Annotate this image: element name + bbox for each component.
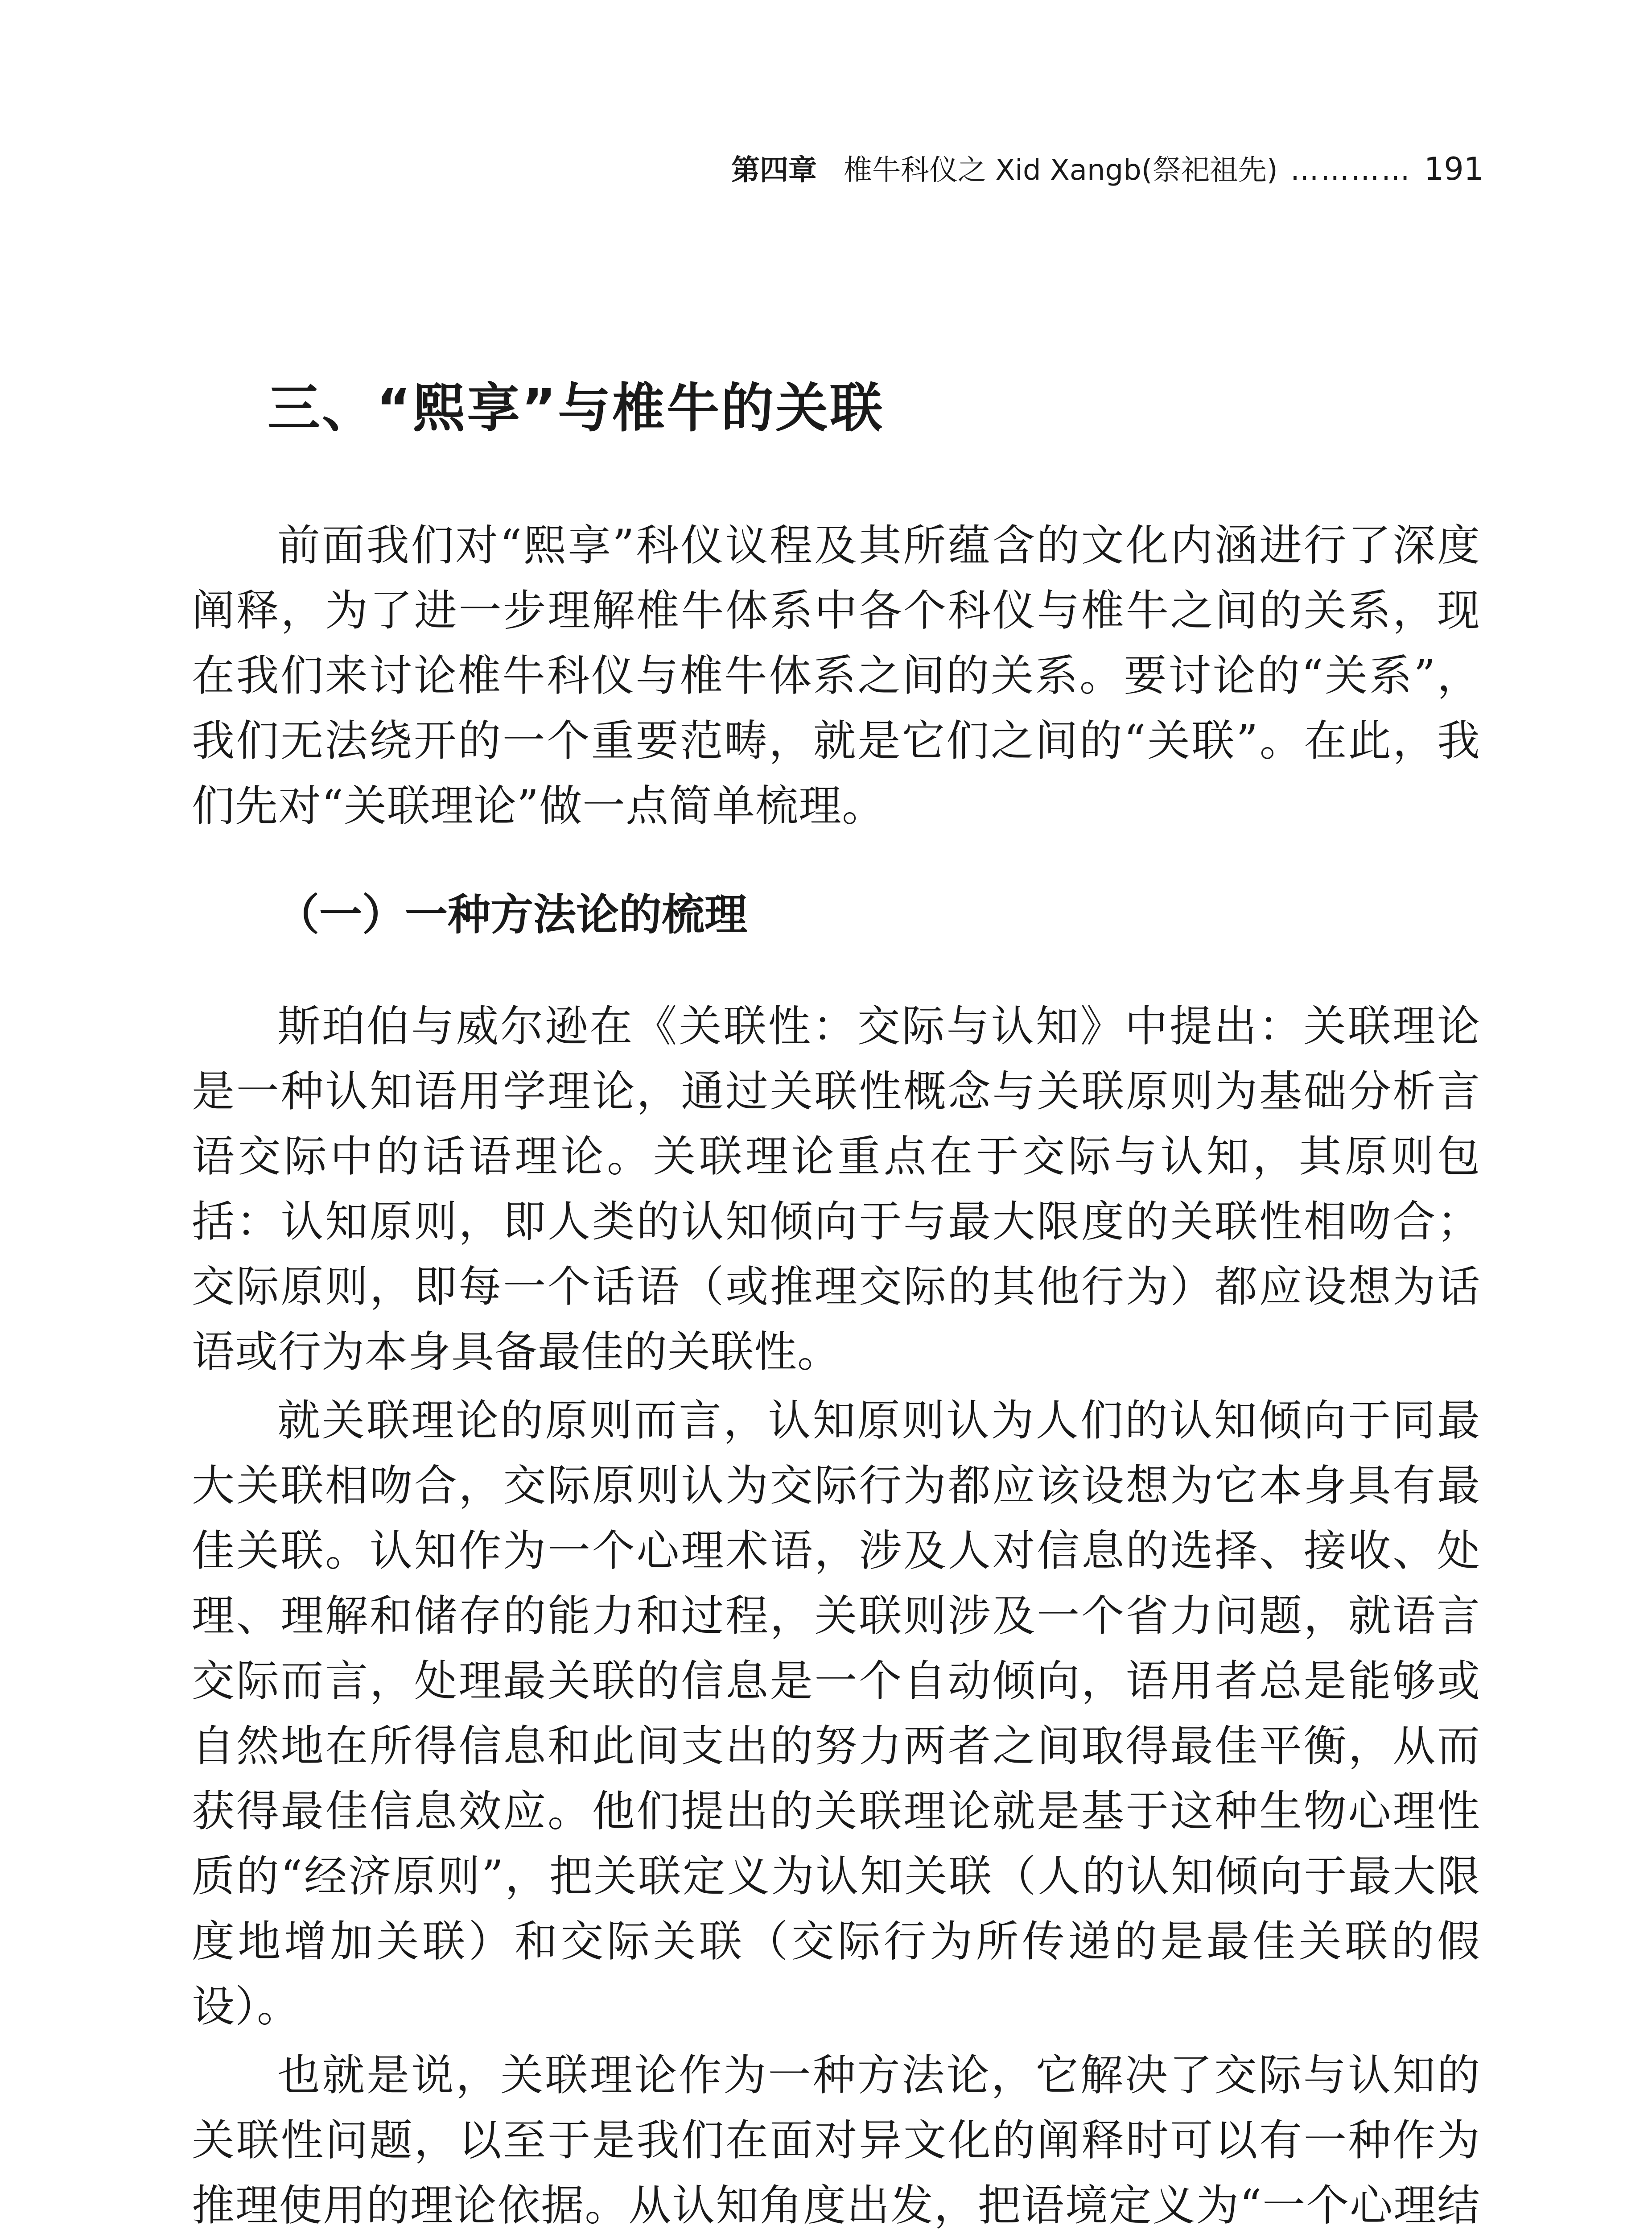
- page-number: 191: [1424, 151, 1484, 187]
- body-paragraph-2: 就关联理论的原则而言，认知原则认为人们的认知倾向于同最大关联相吻合，交际原则认为交际行为都应该设想为它本身具有最佳关联。认知作为一个心理术语，涉及人对信息的选择、接收、处理、理解和储存的能力和过程，关联则涉及一个省力问题，就语言交际而言，处理最关联的信息是一个自动倾向，语用者总是能够或自然地在所得信息和此间支出的努力两者之间取得最佳平衡，从而获得最佳信息效应。他们提出的关联理论就是基于这种生物心理性质的“经济原则”，把关联定义为认知关联（人的认知倾向于最大限度地增加关联）和交际关联（交际行为所传递的是最佳关联的假设）。: [192, 1396, 1480, 2032]
- chapter-label: 第四章: [731, 154, 817, 187]
- dot-leader: …………: [1290, 154, 1412, 187]
- intro-paragraph: 前面我们对“熙享”科仪议程及其所蕴含的文化内涵进行了深度阐释，为了进一步理解椎牛体系中各个科仪与椎牛之间的关系，现在我们来讨论椎牛科仪与椎牛体系之间的关系。要讨论的“关系”，我们无法绕开的一个重要范畴，就是它们之间的“关联”。在此，我们先对“关联理论”做一点简单梳理。: [192, 520, 1480, 831]
- body-paragraph-1: 斯珀伯与威尔逊在《关联性：交际与认知》中提出：关联理论是一种认知语用学理论，通过关联性概念与关联原则为基础分析言语交际中的话语理论。关联理论重点在于交际与认知，其原则包括：认知原则，即人类的认知倾向于与最大限度的关联性相吻合；交际原则，即每一个话语（或推理交际的其他行为）都应设想为话语或行为本身具备最佳的关联性。: [192, 1001, 1480, 1377]
- body-paragraph-3: 也就是说，关联理论作为一种方法论，它解决了交际与认知的关联性问题，以至于是我们在面对异文化的阐释时可以有一种作为推理使用的理论依据。从认知角度出发，把语境定义为“一个心理结: [192, 2050, 1480, 2230]
- chapter-title: 椎牛科仪之 Xid Xangb(祭祀祖先): [844, 154, 1278, 187]
- subsection-heading: （一）一种方法论的梳理: [276, 889, 747, 940]
- running-header: [731, 147, 1484, 201]
- section-title: 三、“熙享”与椎牛的关联: [268, 377, 885, 439]
- page-body: [192, 513, 1480, 2230]
